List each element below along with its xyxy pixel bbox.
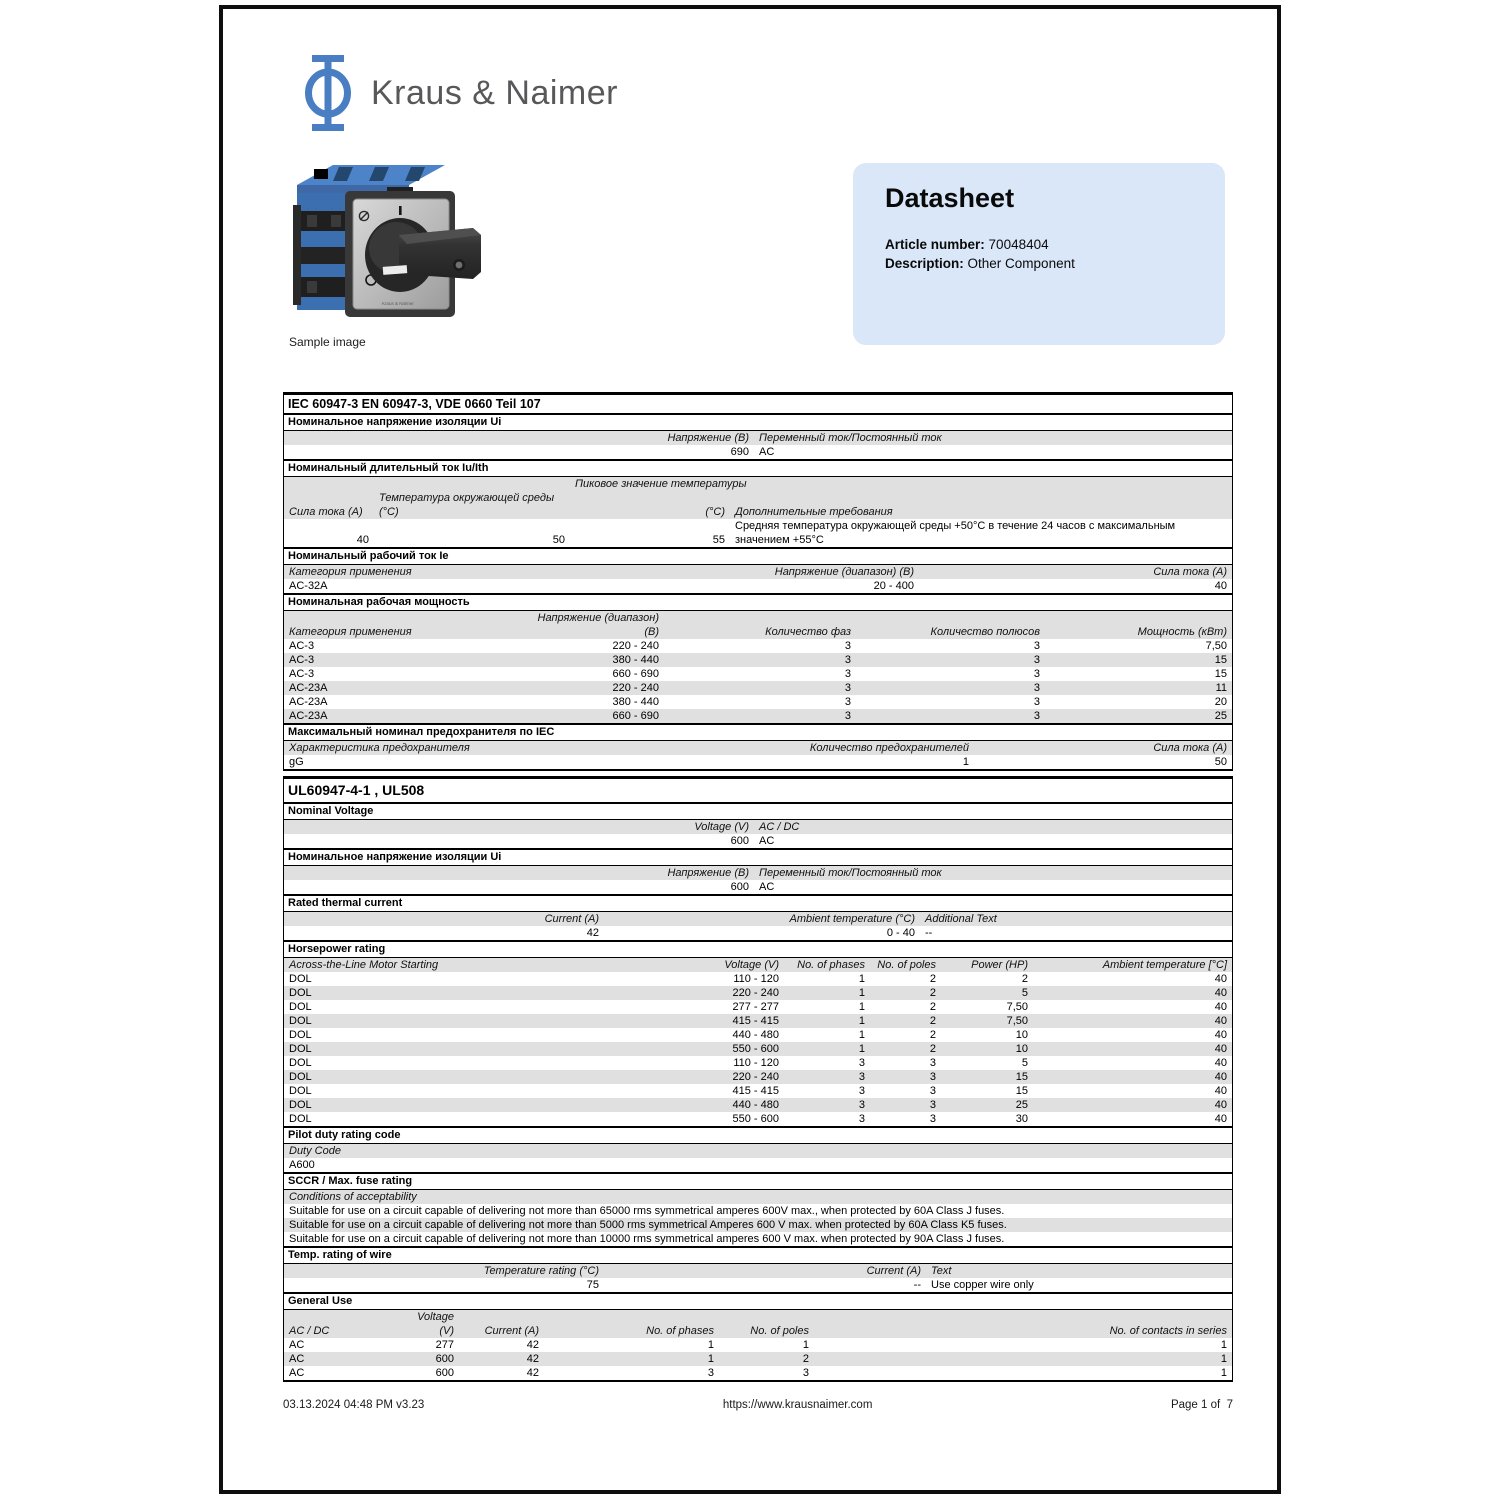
table-cell: No. of poles: [750, 1325, 809, 1337]
table-cell: 3: [858, 1085, 865, 1097]
table-row: [284, 709, 1232, 723]
table-cell: 50: [552, 534, 565, 546]
column-header-row: [284, 866, 1232, 880]
table-cell: No. of phases: [646, 1325, 714, 1337]
table-row: [284, 579, 1232, 593]
table-cell: 3: [844, 696, 851, 708]
table-cell: 1: [858, 1001, 865, 1013]
table-cell: 3: [858, 1113, 865, 1125]
table-row: [284, 1232, 1232, 1246]
table-row: [284, 1352, 1232, 1366]
brand-header: [301, 53, 618, 133]
table-section-header: Номинальный рабочий ток Ie: [284, 547, 1232, 565]
table-cell: 40: [1214, 580, 1227, 592]
table-cell: AC: [759, 835, 775, 847]
column-header-row: [284, 1190, 1232, 1204]
table-cell: 1: [858, 987, 865, 999]
table-row: [284, 445, 1232, 459]
table-row: [284, 834, 1232, 848]
spec-tables: [283, 392, 1233, 1387]
table-cell: A600: [289, 1159, 315, 1171]
table-cell: 550 - 600: [732, 1043, 779, 1055]
table-cell: 1: [707, 1339, 714, 1351]
table-cell: 3: [1033, 668, 1040, 680]
table-row: [284, 1338, 1232, 1352]
table-cell: 7,50: [1205, 640, 1227, 652]
table-cell: DOL: [289, 987, 312, 999]
table-cell: 1: [1220, 1367, 1227, 1379]
table-cell: Сила тока (А): [1153, 742, 1227, 754]
page-footer: [283, 1399, 1233, 1411]
table-cell: No. of contacts in series: [1109, 1325, 1227, 1337]
table-cell: Характеристика предохранителя: [289, 742, 470, 754]
table-cell: DOL: [289, 1043, 312, 1055]
table-row: [284, 1218, 1232, 1232]
datasheet-summary-panel: [853, 163, 1225, 345]
table-section-header: Номинальное напряжение изоляции Ui: [284, 848, 1232, 866]
table-cell: 3: [929, 1085, 936, 1097]
table-cell: AC: [759, 446, 775, 458]
table-cell: 40: [1214, 1085, 1227, 1097]
table-cell: DOL: [289, 1057, 312, 1069]
table-cell: 11: [1215, 682, 1227, 694]
footer-page-number: Page 1 of 7: [1170, 1399, 1233, 1411]
table-cell: AC-32A: [289, 580, 328, 592]
table-cell: Мощность (кВт): [1137, 626, 1227, 638]
table-cell: (°C): [705, 506, 725, 518]
table-section-header: Horsepower rating: [284, 940, 1232, 958]
table-cell: 7,50: [1006, 1015, 1028, 1027]
table-cell: 10: [1015, 1043, 1028, 1055]
table-cell: 3: [844, 640, 851, 652]
brand-name: Kraus & Naimer: [371, 73, 618, 112]
table-cell: Voltage (V): [694, 821, 749, 833]
rotary-switch-product-image: [287, 155, 487, 327]
table-cell: Переменный ток/Постоянный ток: [759, 432, 942, 444]
table-cell: Ambient temperature [°C]: [1102, 959, 1227, 971]
column-header-row: [284, 611, 1232, 639]
table-cell: 3: [1033, 682, 1040, 694]
table-cell: 660 - 690: [612, 710, 659, 722]
table-cell: 2: [929, 1029, 936, 1041]
table-cell: 40: [1214, 1071, 1227, 1083]
table-cell: 40: [1214, 1015, 1227, 1027]
table-row: [284, 755, 1232, 769]
table-row: [284, 519, 1232, 547]
table-row: [284, 1056, 1232, 1070]
table-cell: Current (A): [544, 913, 599, 925]
table-cell: Voltage (V): [417, 1311, 454, 1337]
table-cell: Use copper wire only: [931, 1279, 1034, 1291]
table-row: [284, 880, 1232, 894]
table-cell: AC / DC: [289, 1325, 330, 1337]
table-cell: 42: [586, 927, 599, 939]
column-header-row: [284, 820, 1232, 834]
table-cell: Temperature rating (°C): [483, 1265, 599, 1277]
table-cell: 380 - 440: [612, 696, 659, 708]
table-cell: AC-23A: [289, 682, 328, 694]
table-cell: 40: [1214, 1001, 1227, 1013]
table-cell: Температура окружающей среды (°C): [379, 492, 555, 518]
table-cell: 15: [1214, 668, 1227, 680]
svg-text:Kraus & Naimer: Kraus & Naimer: [382, 301, 414, 306]
table-cell: 110 - 120: [733, 973, 779, 985]
table-cell: Duty Code: [289, 1145, 341, 1157]
table-cell: 0 - 40: [886, 927, 915, 939]
table-cell: Количество фаз: [765, 626, 851, 638]
table-cell: Text: [931, 1265, 952, 1277]
table-cell: 690: [730, 446, 749, 458]
table-cell: Additional Text: [925, 913, 997, 925]
document-page: [219, 5, 1281, 1494]
table-cell: Пиковое значение температуры: [575, 478, 747, 490]
table-cell: 277: [435, 1339, 454, 1351]
footer-url: https://www.krausnaimer.com: [722, 1399, 873, 1411]
table-cell: 415 - 415: [732, 1015, 779, 1027]
table-cell: Напряжение (В): [667, 867, 749, 879]
table-cell: DOL: [289, 1015, 312, 1027]
table-cell: Сила тока (А): [1153, 566, 1227, 578]
table-section-header: Номинальный длительный ток Iu/Ith: [284, 459, 1232, 477]
table-cell: 3: [858, 1057, 865, 1069]
table-cell: 2: [929, 1015, 936, 1027]
table-cell: Suitable for use on a circuit capable of delivering not more than 65000 rms symmetrical amperes 600V max., when protected by 60A Class J fuses.: [289, 1205, 1005, 1217]
article-number-line: [885, 235, 1193, 254]
table-row: [284, 1042, 1232, 1056]
table-row: [284, 1112, 1232, 1126]
table-cell: 42: [526, 1367, 539, 1379]
table-cell: Ambient temperature (°C): [789, 913, 915, 925]
table-cell: 10: [1015, 1029, 1028, 1041]
table-cell: 220 - 240: [612, 640, 659, 652]
table-title: UL60947-4-1 , UL508: [288, 782, 425, 798]
table-cell: Напряжение (диапазон) (В): [774, 566, 914, 578]
table-cell: 2: [929, 973, 936, 985]
table-cell: 40: [356, 534, 369, 546]
table-cell: 50: [1214, 756, 1227, 768]
table-cell: 15: [1015, 1071, 1028, 1083]
table-cell: DOL: [289, 973, 312, 985]
table-cell: DOL: [289, 1099, 312, 1111]
table-row: [284, 972, 1232, 986]
table-cell: No. of poles: [877, 959, 936, 971]
table-row: [284, 1366, 1232, 1380]
column-header-row: [284, 741, 1232, 755]
footer-datetime: 03.13.2024 04:48 PM v3.23: [283, 1399, 425, 1411]
table-cell: 3: [929, 1057, 936, 1069]
table-cell: 660 - 690: [612, 668, 659, 680]
table-cell: 30: [1015, 1113, 1028, 1125]
table-cell: AC: [289, 1367, 305, 1379]
table-cell: 440 - 480: [732, 1029, 779, 1041]
description-label: Description:: [885, 256, 964, 271]
table-cell: 3: [929, 1071, 936, 1083]
table-row: [284, 926, 1232, 940]
table-cell: 1: [707, 1353, 714, 1365]
table-cell: Suitable for use on a circuit capable of delivering not more than 5000 rms symmetrical Amperes 600 V max. when protected by 60A Class K5 fuses.: [289, 1219, 1007, 1231]
table-cell: 40: [1214, 987, 1227, 999]
table-cell: 3: [844, 710, 851, 722]
table-cell: Voltage (V): [724, 959, 779, 971]
table-section-header: Nominal Voltage: [284, 802, 1232, 820]
table-row: [284, 1098, 1232, 1112]
table-cell: Power (HP): [971, 959, 1028, 971]
table-cell: DOL: [289, 1071, 312, 1083]
description-line: [885, 254, 1193, 273]
table-row: [284, 695, 1232, 709]
column-header-row: [284, 1264, 1232, 1278]
table-cell: DOL: [289, 1085, 312, 1097]
table-cell: 600: [730, 881, 749, 893]
table-cell: 3: [707, 1367, 714, 1379]
table-title: IEC 60947-3 EN 60947-3, VDE 0660 Teil 107: [288, 397, 541, 411]
table-cell: 15: [1214, 654, 1227, 666]
table-cell: 2: [929, 1043, 936, 1055]
table-section-header: Pilot duty rating code: [284, 1126, 1232, 1144]
table-section-header: SCCR / Max. fuse rating: [284, 1172, 1232, 1190]
table-row: [284, 653, 1232, 667]
table-row: [284, 1000, 1232, 1014]
table-cell: 110 - 120: [733, 1057, 779, 1069]
datasheet-title: Datasheet: [885, 183, 1015, 213]
table-cell: 1: [858, 1029, 865, 1041]
table-section-header: General Use: [284, 1292, 1232, 1310]
table-cell: AC / DC: [759, 821, 800, 833]
table-cell: 2: [1021, 973, 1028, 985]
table-row: [284, 681, 1232, 695]
table-cell: Дополнительные требования: [735, 506, 893, 518]
table-cell: 380 - 440: [612, 654, 659, 666]
column-header-row: [284, 565, 1232, 579]
table-cell: 40: [1214, 1113, 1227, 1125]
table-cell: 2: [929, 987, 936, 999]
table-cell: 40: [1214, 1043, 1227, 1055]
table-cell: 600: [435, 1353, 454, 1365]
table-cell: Переменный ток/Постоянный ток: [759, 867, 942, 879]
table-cell: 40: [1214, 1099, 1227, 1111]
table-cell: 15: [1015, 1085, 1028, 1097]
table-cell: Сила тока (А): [289, 506, 363, 518]
table-row: [284, 1278, 1232, 1292]
table-cell: --: [913, 1279, 921, 1291]
table-cell: 3: [844, 682, 851, 694]
table-cell: 7,50: [1006, 1001, 1028, 1013]
table-cell: 3: [1033, 710, 1040, 722]
table-cell: Категория применения: [289, 626, 412, 638]
table-cell: 1: [858, 973, 865, 985]
column-header-row: [284, 958, 1232, 972]
phi-logo-icon: [301, 53, 355, 133]
table-cell: 3: [858, 1099, 865, 1111]
column-header-row: [284, 1310, 1232, 1338]
table-cell: 1: [1220, 1339, 1227, 1351]
table-cell: AC: [289, 1353, 305, 1365]
table-cell: 1: [962, 756, 969, 768]
column-header-row: [284, 491, 1232, 519]
table-row: [284, 1084, 1232, 1098]
table-cell: 3: [1033, 640, 1040, 652]
table-cell: AC-3: [289, 654, 315, 666]
table-cell: Current (A): [484, 1325, 539, 1337]
article-number-value: 70048404: [988, 237, 1049, 252]
table-cell: 40: [1214, 973, 1227, 985]
table-row: [284, 1158, 1232, 1172]
table-cell: 55: [712, 534, 725, 546]
table-cell: 415 - 415: [732, 1085, 779, 1097]
table-cell: 20: [1214, 696, 1227, 708]
table-cell: 220 - 240: [732, 1071, 779, 1083]
table-cell: 75: [586, 1279, 599, 1291]
table-cell: 3: [929, 1099, 936, 1111]
table-cell: DOL: [289, 1113, 312, 1125]
table-section-header: Temp. rating of wire: [284, 1246, 1232, 1264]
table-row: [284, 1070, 1232, 1084]
table-cell: Количество предохранителей: [809, 742, 969, 754]
table-cell: Средняя температура окружающей среды +50°C в течение 24 часов с максимальным значением +55°C: [735, 520, 1176, 546]
table-cell: 3: [929, 1113, 936, 1125]
column-header-row: [284, 431, 1232, 445]
product-figure: [287, 155, 487, 349]
table-cell: 40: [1214, 1029, 1227, 1041]
spec-table: [283, 776, 1233, 1382]
table-cell: 600: [730, 835, 749, 847]
table-section-header: Номинальная рабочая мощность: [284, 593, 1232, 611]
table-cell: 1: [858, 1043, 865, 1055]
table-cell: AC: [289, 1339, 305, 1351]
table-cell: 3: [858, 1071, 865, 1083]
table-cell: 220 - 240: [732, 987, 779, 999]
column-header-row: [284, 912, 1232, 926]
table-cell: 42: [526, 1339, 539, 1351]
table-cell: 440 - 480: [732, 1099, 779, 1111]
table-cell: Current (A): [866, 1265, 921, 1277]
table-cell: 600: [435, 1367, 454, 1379]
table-cell: 220 - 240: [612, 682, 659, 694]
table-cell: AC-3: [289, 640, 315, 652]
table-section-header: Номинальное напряжение изоляции Ui: [284, 413, 1232, 431]
table-cell: AC-3: [289, 668, 315, 680]
table-cell: 5: [1021, 1057, 1028, 1069]
table-cell: Количество полюсов: [930, 626, 1040, 638]
spec-table: [283, 392, 1233, 771]
table-cell: 25: [1214, 710, 1227, 722]
table-cell: 3: [1033, 696, 1040, 708]
table-cell: 3: [1033, 654, 1040, 666]
table-cell: Напряжение (диапазон) (В): [537, 612, 659, 638]
table-cell: 1: [802, 1339, 809, 1351]
table-cell: 25: [1015, 1099, 1028, 1111]
table-cell: AC-23A: [289, 710, 328, 722]
table-cell: 3: [802, 1367, 809, 1379]
table-cell: 1: [1220, 1353, 1227, 1365]
column-group-header-row: [284, 477, 1232, 491]
product-caption: Sample image: [289, 335, 366, 349]
table-cell: 550 - 600: [732, 1113, 779, 1125]
table-cell: AC-23A: [289, 696, 328, 708]
table-cell: 20 - 400: [873, 580, 914, 592]
table-cell: 42: [526, 1353, 539, 1365]
table-cell: 2: [929, 1001, 936, 1013]
table-cell: Категория применения: [289, 566, 412, 578]
table-cell: 277 - 277: [732, 1001, 779, 1013]
table-cell: Suitable for use on a circuit capable of delivering not more than 10000 rms symmetrical amperes 600 V max. when protected by 90A Class J fuses.: [289, 1233, 1005, 1245]
table-cell: 40: [1214, 1057, 1227, 1069]
table-cell: Напряжение (В): [667, 432, 749, 444]
table-cell: 1: [858, 1015, 865, 1027]
table-row: [284, 1014, 1232, 1028]
column-header-row: [284, 1144, 1232, 1158]
table-cell: No. of phases: [797, 959, 865, 971]
table-cell: Conditions of acceptability: [289, 1191, 417, 1203]
table-cell: 5: [1021, 987, 1028, 999]
table-cell: 3: [844, 654, 851, 666]
table-row: [284, 667, 1232, 681]
table-row: [284, 1028, 1232, 1042]
table-cell: Across-the-Line Motor Starting: [289, 959, 439, 971]
table-row: [284, 1204, 1232, 1218]
table-cell: DOL: [289, 1001, 312, 1013]
table-cell: 2: [802, 1353, 809, 1365]
description-value: Other Component: [967, 256, 1075, 271]
table-section-header: Максимальный номинал предохранителя по IEC: [284, 723, 1232, 741]
table-row: [284, 639, 1232, 653]
table-cell: gG: [289, 756, 304, 768]
table-row: [284, 986, 1232, 1000]
article-number-label: Article number:: [885, 237, 985, 252]
table-cell: --: [925, 927, 933, 939]
table-cell: AC: [759, 881, 775, 893]
table-cell: DOL: [289, 1029, 312, 1041]
table-cell: 3: [844, 668, 851, 680]
table-section-header: Rated thermal current: [284, 894, 1232, 912]
